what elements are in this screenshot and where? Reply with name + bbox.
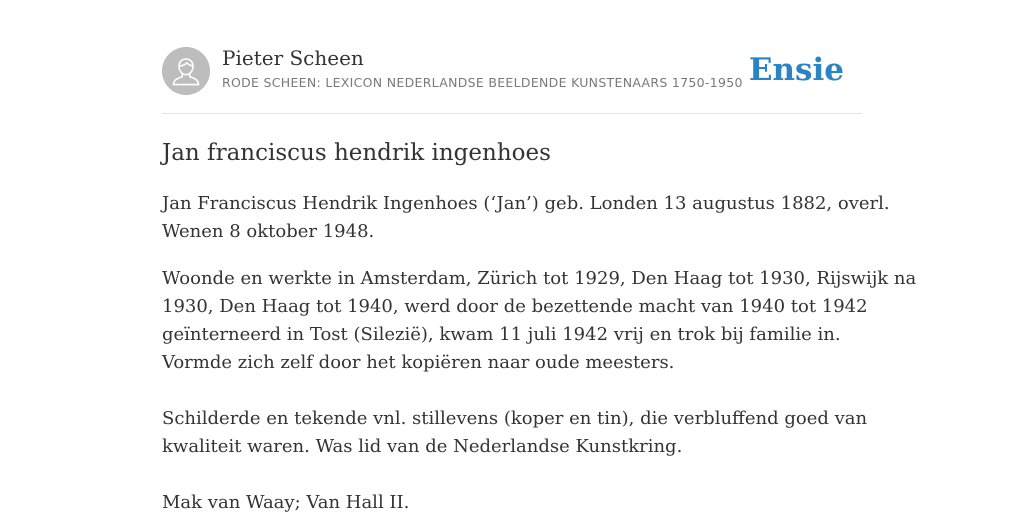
paragraph-sources bbox=[162, 489, 862, 512]
source-title[interactable]: RODE SCHEEN: LEXICON NEDERLANDSE BEELDENDE KUNSTENAARS 1750-1950 bbox=[222, 75, 743, 90]
text-line: Jan Franciscus Hendrik Ingenhoes (‘Jan’) geb. Londen 13 augustus 1882, overl. bbox=[162, 193, 890, 214]
article-body bbox=[162, 190, 917, 512]
text-line: geïnterneerd in Tost (Silezië), kwam 11 juli 1942 vrij en trok bij familie in. bbox=[162, 324, 841, 345]
header-divider bbox=[162, 113, 862, 114]
ensie-logo[interactable]: Ensie bbox=[748, 52, 844, 88]
paragraph-residence bbox=[162, 265, 917, 377]
text-line: Schilderde en tekende vnl. stillevens (koper en tin), die verbluffend goed van bbox=[162, 408, 868, 429]
text-line: Mak van Waay; Van Hall II. bbox=[162, 492, 410, 512]
article-title: Jan franciscus hendrik ingenhoes bbox=[162, 140, 551, 166]
author-name[interactable]: Pieter Scheen bbox=[222, 46, 364, 70]
text-line: Wenen 8 oktober 1948. bbox=[162, 221, 375, 242]
user-avatar-icon[interactable] bbox=[162, 47, 210, 95]
text-line: Woonde en werkte in Amsterdam, Zürich tot 1929, Den Haag tot 1930, Rijswijk na bbox=[162, 268, 917, 289]
paragraph-birth-death bbox=[162, 190, 890, 246]
author-header bbox=[162, 46, 862, 96]
paragraph-work bbox=[162, 405, 868, 461]
text-line: kwaliteit waren. Was lid van de Nederlandse Kunstkring. bbox=[162, 436, 683, 457]
text-line: Vormde zich zelf door het kopiëren naar oude meesters. bbox=[162, 352, 675, 373]
text-line: 1930, Den Haag tot 1940, werd door de bezettende macht van 1940 tot 1942 bbox=[162, 296, 868, 317]
